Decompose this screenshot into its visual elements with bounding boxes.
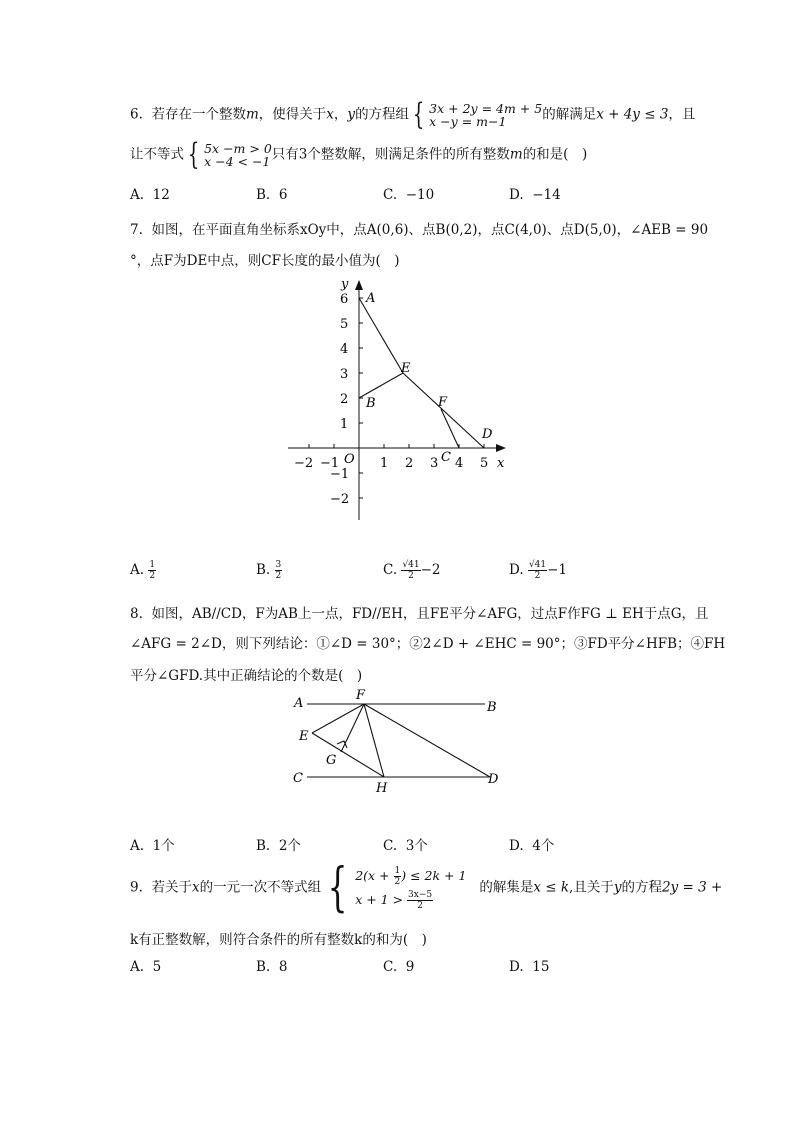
q8-number: 8. (130, 606, 143, 622)
q7-x-tick-label: −1 (320, 456, 340, 471)
q7-coordinate-figure (280, 270, 520, 525)
q7-number: 7. (130, 222, 143, 238)
q8-point-h: H (376, 781, 388, 796)
q7-y-tick-label: 6 (340, 292, 349, 307)
q7-option-b[interactable]: B. $\frac{3}{2}$ (256, 560, 282, 581)
q7-y-tick-label: −2 (330, 492, 350, 507)
q8-option-b[interactable]: B. 2个 (256, 838, 301, 854)
q6-inequality-brace: { (187, 137, 200, 172)
q7-axis-x-label: x (497, 456, 505, 471)
q9-inequality-system: 2(x + $\frac{1}{2}$ ) ≤ 2k + 1 x + 1 > $\frac{3x-5}{2}$ (355, 866, 467, 911)
q6-option-c[interactable]: C. −10 (383, 187, 435, 203)
q6-option-b[interactable]: B. 6 (256, 187, 288, 203)
q6-number: 6. (130, 106, 143, 123)
q7-x-tick-label: 5 (480, 456, 489, 471)
q8-point-b: B (487, 700, 497, 715)
q9-system-brace: { (327, 858, 348, 918)
q8-point-g: G (326, 753, 337, 768)
q6-option-d[interactable]: D. −14 (509, 187, 561, 203)
q6-option-a[interactable]: A. 12 (130, 187, 170, 203)
q7-y-tick-label: 4 (340, 342, 349, 357)
q7-point-d: D (482, 427, 493, 442)
q7-origin-label: O (344, 452, 355, 467)
q7-point-b: B (366, 396, 376, 411)
q7-x-tick-label: 2 (405, 456, 414, 471)
q9-option-c[interactable]: C. 9 (383, 959, 415, 975)
q7-x-tick-label: −2 (294, 456, 314, 471)
q6-line2: 让不等式 { 5x −m > 0 x −4 < −1 只有3个整数解，则满足条件的所有整数m的和是( ) (130, 137, 588, 172)
q8-option-d[interactable]: D. 4个 (509, 838, 555, 854)
q9-option-d[interactable]: D. 15 (509, 959, 550, 975)
q7-x-tick-label: 3 (430, 456, 439, 471)
q7-segments (359, 298, 484, 448)
q7-axis-y-label: y (341, 277, 349, 292)
q9-option-a[interactable]: A. 5 (130, 959, 162, 975)
q8-point-e: E (299, 729, 309, 744)
q7-x-tick-label: 4 (455, 456, 464, 471)
q7-x-arrow (496, 444, 506, 452)
q7-y-tick-label: −1 (330, 467, 350, 482)
q9-line2: k有正整数解，则符合条件的所有整数k的和为( ) (130, 932, 427, 948)
q7-line1: 7. 如图，在平面直角坐标系xOy中，点A(0,6)、点B(0,2)，点C(4,0)、点D(5,0)，∠AEB = 90 (130, 222, 709, 238)
q8-point-c: C (293, 771, 303, 786)
q7-y-tick-label: 3 (340, 367, 349, 382)
q8-parallel-lines-figure (285, 685, 515, 797)
q7-x-tick-label: 1 (380, 456, 389, 471)
q8-point-d: D (488, 772, 499, 787)
q9-number: 9. (130, 879, 143, 896)
q6-line1: 6. 若存在一个整数m，使得关于x，y的方程组 { 3x + 2y = 4m + 5 x −y = m−1 的解满足x + 4y ≤ 3，且 (130, 97, 696, 132)
q8-point-a: A (294, 696, 304, 711)
q7-option-d[interactable]: D. $\frac{√41}{2}$ −1 (509, 560, 568, 581)
q8-line3: 平分∠GFD.其中正确结论的个数是( ) (130, 668, 363, 684)
q9-line1: 9. 若关于x的一元一次不等式组 { 2(x + $\frac{1}{2}$ ) ≤ 2k + 1 x + 1 > $\frac{3x-5}{2}$ 的解集是x ≤ k,且关于y的方程2y = 3 + (130, 858, 723, 918)
q7-y-arrow (355, 280, 363, 290)
q7-point-a: A (366, 291, 376, 306)
q7-option-a[interactable]: A. $\frac{1}{2}$ (130, 560, 156, 581)
q6-inequality-system: 5x −m > 0 x −4 < −1 (204, 141, 272, 169)
q8-option-a[interactable]: A. 1个 (130, 838, 175, 854)
q7-point-c: C (441, 450, 451, 465)
q7-y-tick-label: 2 (340, 392, 349, 407)
q7-y-tick-label: 1 (340, 417, 349, 432)
q7-line2: °，点F为DE中点，则CF长度的最小值为( ) (130, 253, 400, 269)
q7-point-f: F (438, 395, 448, 410)
q8-point-f: F (356, 688, 366, 703)
q8-line2: ∠AFG = 2∠D，则下列结论：①∠D = 30°；②2∠D + ∠EHC = 90°；③FD平分∠HFB；④FH (130, 636, 726, 652)
q8-option-c[interactable]: C. 3个 (383, 838, 428, 854)
q8-line1: 8. 如图，AB//CD，F为AB上一点，FD//EH，且FE平分∠AFG，过点F作FG ⊥ EH于点G，且 (130, 606, 709, 622)
q7-point-e: E (401, 361, 411, 376)
q7-option-c[interactable]: C. $\frac{√41}{2}$ −2 (383, 560, 441, 581)
q7-y-tick-label: 5 (340, 317, 349, 332)
q6-system-brace: { (412, 97, 425, 132)
q6-equation-system: 3x + 2y = 4m + 5 x −y = m−1 (429, 101, 543, 129)
q9-option-b[interactable]: B. 8 (256, 959, 288, 975)
